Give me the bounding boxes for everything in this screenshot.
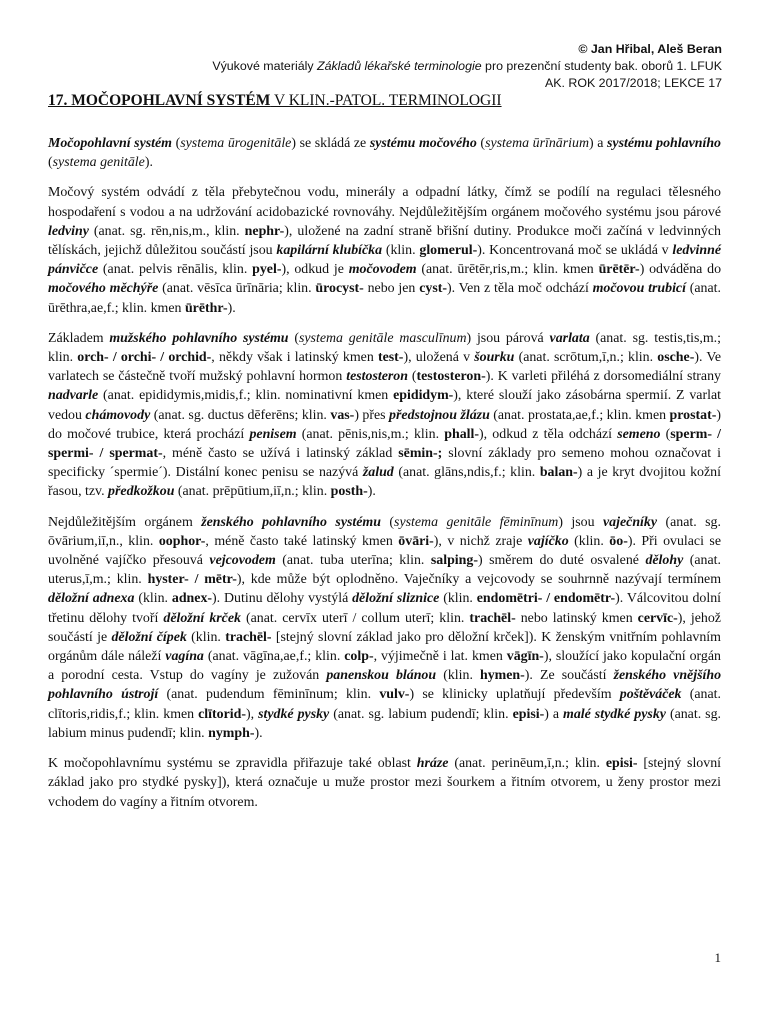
page-number: 1 (714, 950, 721, 965)
page-header (212, 41, 722, 92)
paragraph-urinary-system: Močový systém odvádí z těla přebytečnou vodu, minerály a odpadní látky, čímž se podílí na regulaci tělesného hospodaření s vodou a na udržování acidobazické rovnováhy. Nejdůležitějším orgánem močového systému jsou párové ledviny (anat. sg. rēn,nis,m., klin. nephr-), uložené na zadní straně břišní dutiny. Produkce moči začíná v ledvinných tělískách, jejichž důležitou součástí jsou kapilární klubíčka (klin. glomerul-). Koncentrovaná moč se ukládá v ledvinné pánvičce (anat. pelvis rēnālis, klin. pyel-), odkud je močovodem (anat. ūrētēr,ris,m.; klin. kmen ūrētēr-) odváděna do močového měchýře (anat. vēsīca ūrīnāria; klin. ūrocyst- nebo jen cyst-). Ven z těla moč odchází močovou trubicí (anat. ūrēthra,ae,f.; klin. kmen ūrēthr-). (48, 185, 722, 316)
body-text (48, 134, 721, 823)
section-title-bold: 17. MOČOPOHLAVNÍ SYSTÉM (48, 92, 271, 109)
paragraph-male-system: Základem mužského pohlavního systému (systema genitāle masculīnum) jsou párová varlata (anat. sg. testis,tis,m.; klin. orch- / orchi- / orchid-, někdy však i latinský kmen test-), uložená v šourku (anat. scrōtum,ī,n.; klin. osche-). Ve varlatech se částečně tvoří mužský pohlavní hormon testosteron (testosteron-). K varleti přiléhá z dorsomediální strany nadvarle (anat. epididymis,midis,f.; klin. nominativní kmen epididym-), které slouží jako zásobárna spermií. Z varlat vedou chámovody (anat. sg. ductus dēferēns; klin. vas-) přes předstojnou žlázu (anat. prostata,ae,f.; klin. kmen prostat-) do močové trubice, která prochází penisem (anat. pēnis,nis,m.; klin. phall-), odkud z těla odchází semeno (sperm- / spermi- / spermat-, méně často se užívá i latinský základ sēmin-; slovní základy pro semeno mohou označovat i specificky ´spermie´). Distální konec penisu se nazývá žalud (anat. glāns,ndis,f.; klin. balan-) a je kryt dvojitou kožní řasou, tzv. předkožkou (anat. prēpūtium,iī,n.; klin. posth-). (48, 330, 722, 500)
course-line-pre: Výukové materiály (212, 59, 317, 73)
paragraph-perineum: K močopohlavnímu systému se zpravidla přiřazuje také oblast hráze (anat. perinēum,ī,n.; klin. episi- [stejný slovní základ jako pro stydké pysky]), která označuje u muže prostor mezi šourkem a řitním otvorem, u ženy prostor mezi vchodem do vagíny a řitním otvorem. (48, 756, 722, 810)
paragraph-female-system: Nejdůležitějším orgánem ženského pohlavního systému (systema genitāle fēminīnum) jsou vaječníky (anat. sg. ōvārium,iī,n., klin. oophor-, méně často také latinský kmen ōvāri-), v nichž zraje vajíčko (klin. ōo-). Při ovulaci se uvolněné vajíčko přesouvá vejcovodem (anat. tuba uterīna; klin. salping-) směrem do duté osvalené dělohy (anat. uterus,ī,m.; klin. hyster- / mētr-), kde může být oplodněno. Vaječníky a vejcovody se souhrnně nazývají termínem děložní adnexa (klin. adnex-). Dutinu dělohy vystýlá děložní sliznice (klin. endomētri- / endomētr-). Válcovitou dolní třetinu dělohy tvoří děložní krček (anat. cervīx uterī / collum uterī; klin. trachēl- nebo latinský kmen cervīc-), jehož součástí je děložní čípek (klin. trachēl- [stejný slovní základ jako pro děložní krček]). K ženským vnitřním pohlavním orgánům dále náleží vagína (anat. vāgīna,ae,f.; klin. colp-, výjimečně i lat. kmen vāgīn-), sloužící jako kopulační orgán a porodní cesta. Vstup do vagíny je zužován panenskou blánou (klin. hymen-). Ze součástí ženského vnějšího pohlavního ústrojí (anat. pudendum fēminīnum; klin. vulv-) se klinicky uplatňují především poštěváček (anat. clītoris,ridis,f.; klin. kmen clītorid-), stydké pysky (anat. sg. labium pudendī; klin. episi-) a malé stydké pysky (anat. sg. labium minus pudendī; klin. nymph-). (48, 514, 722, 741)
authors-line: © Jan Hřibal, Aleš Beran (578, 42, 722, 56)
course-line-post: pro prezenční studenty bak. oborů 1. LFUK (481, 59, 722, 73)
paragraph-intro: Močopohlavní systém (systema ūrogenitāle) se skládá ze systému močového (systema ūrīnārium) a systému pohlavního (systema genitāle). (48, 136, 721, 171)
section-title (48, 92, 502, 110)
course-line-italic: Základů lékařské terminologie (317, 59, 482, 73)
section-title-rest: V KLIN.-PATOL. TERMINOLOGII (270, 92, 502, 109)
course-line (212, 58, 722, 75)
year-lesson-line: AK. ROK 2017/2018; LEKCE 17 (544, 76, 722, 90)
